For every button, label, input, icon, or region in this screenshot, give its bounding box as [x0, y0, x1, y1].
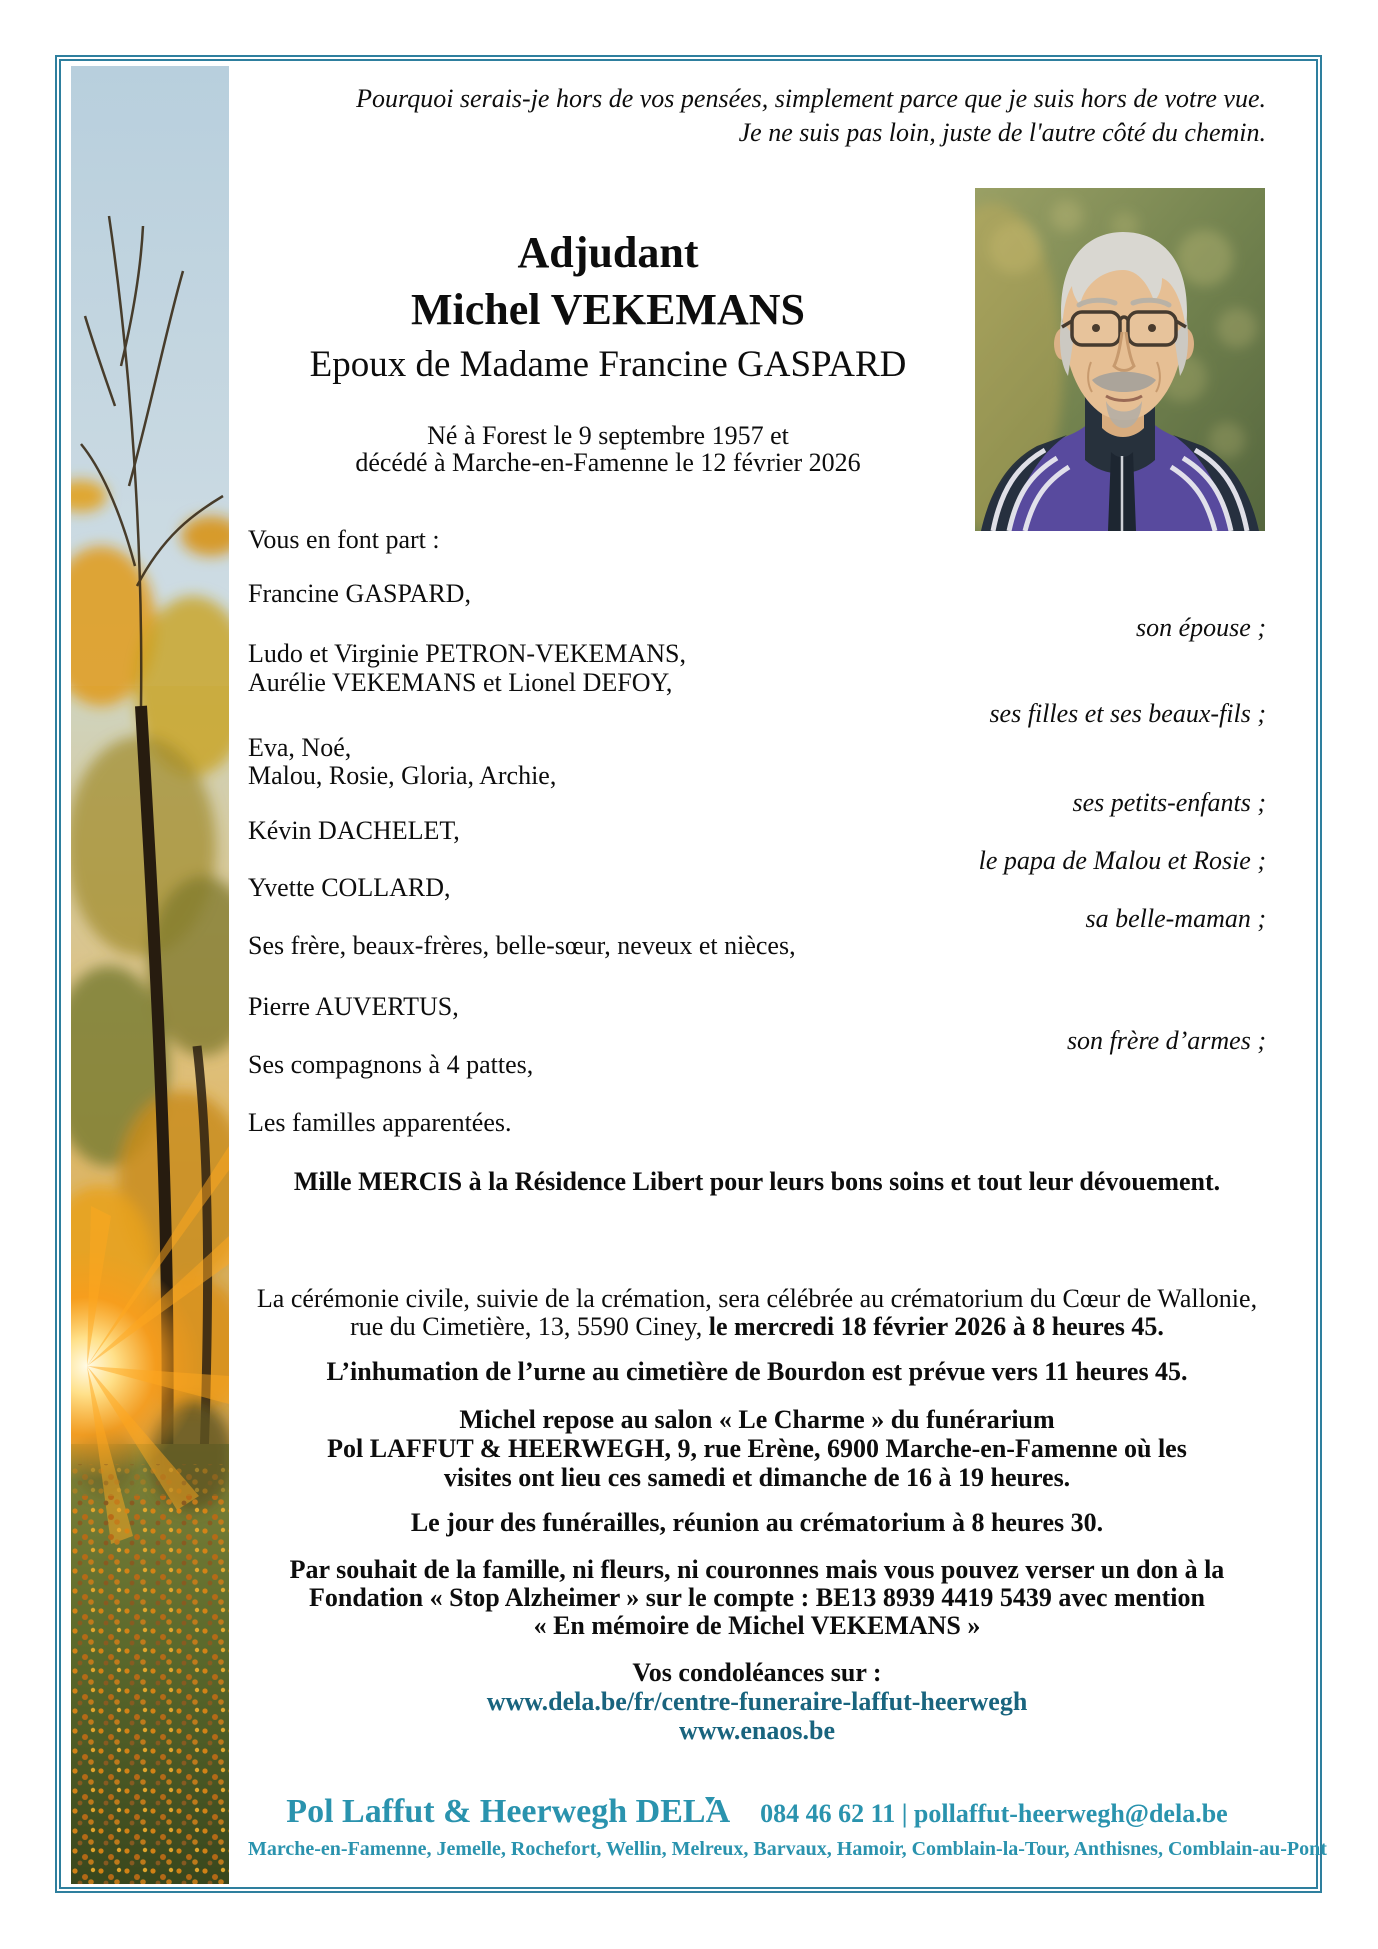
- family-role: ses petits-enfants ;: [1072, 788, 1266, 817]
- family-role: son épouse ;: [1136, 613, 1266, 642]
- footer-phone-email[interactable]: 084 46 62 11 | pollaffut-heerwegh@dela.be: [760, 1799, 1228, 1828]
- family-member-name: Pierre AUVERTUS,: [248, 992, 459, 1021]
- spouse-line: Epoux de Madame Francine GASPARD: [309, 344, 907, 385]
- family-role: son frère d’armes ;: [1066, 1026, 1266, 1055]
- birth-line: Né à Forest le 9 septembre 1957 et: [427, 421, 789, 450]
- repose-block: [248, 1405, 1266, 1492]
- footer-brand: [286, 1793, 730, 1831]
- footer-cities: Marche-en-Famenne, Jemelle, Rochefort, Wellin, Melreux, Barvaux, Hamoir, Comblain-la-Tour, Anthisnes, Comblain-au-Pont: [248, 1838, 1327, 1860]
- family-member-name: Kévin DACHELET,: [248, 816, 460, 845]
- donation-line-2: Fondation « Stop Alzheimer » sur le compte : BE13 8939 4419 5439 avec mention: [308, 1583, 1205, 1612]
- family-member-name: Malou, Rosie, Gloria, Archie,: [248, 761, 557, 790]
- inhumation-line: L’inhumation de l’urne au cimetière de Bourdon est prévue vers 11 heures 45.: [326, 1357, 1188, 1386]
- donation-block: [248, 1556, 1266, 1640]
- family-member-name: Ses frère, beaux-frères, belle-sœur, neveux et nièces,: [248, 931, 796, 960]
- family-member-name: Ludo et Virginie PETRON-VEKEMANS,: [248, 639, 687, 668]
- footer-brand-a: A: [705, 1793, 731, 1830]
- family-role: ses filles et ses beaux-fils ;: [989, 699, 1266, 728]
- ceremony-block: [248, 1285, 1266, 1341]
- dela-condolences-link[interactable]: www.dela.be/fr/centre-funeraire-laffut-heerwegh: [486, 1687, 1028, 1716]
- condolences-label: Vos condoléances sur :: [632, 1658, 882, 1687]
- quote-line-2: Je ne suis pas loin, juste de l'autre côté du chemin.: [738, 118, 1266, 147]
- family-member-name: Francine GASPARD,: [248, 579, 471, 608]
- condolence-links: [248, 1687, 1266, 1745]
- repose-line-2: Pol LAFFUT & HEERWEGH, 9, rue Erène, 6900 Marche-en-Famenne où les: [327, 1434, 1187, 1463]
- death-line: décédé à Marche-en-Famenne le 12 février 2026: [355, 448, 861, 477]
- enaos-link[interactable]: www.enaos.be: [678, 1716, 835, 1745]
- rank-title: Adjudant: [517, 228, 699, 277]
- ceremony-datetime: le mercredi 18 février 2026 à 8 heures 45.: [708, 1312, 1164, 1341]
- family-role: sa belle-maman ;: [1085, 904, 1266, 933]
- reunion-line: Le jour des funérailles, réunion au crématorium à 8 heures 30.: [410, 1508, 1104, 1537]
- family-member-name: Yvette COLLARD,: [248, 873, 451, 902]
- dela-triangle-logo-mark: [705, 1797, 715, 1805]
- ceremony-line-1: La cérémonie civile, suivie de la crémation, sera célébrée au crématorium du Cœur de Wallonie,: [256, 1284, 1258, 1313]
- deceased-name: Michel VEKEMANS: [411, 285, 805, 334]
- donation-line-1: Par souhait de la famille, ni fleurs, ni couronnes mais vous pouvez verser un don à la: [289, 1555, 1225, 1584]
- family-member-name: Aurélie VEKEMANS et Lionel DEFOY,: [248, 668, 673, 697]
- announcement-content: [248, 0, 1327, 1949]
- quote-line-1: Pourquoi serais-je hors de vos pensées, simplement parce que je suis hors de votre vue.: [356, 84, 1266, 113]
- family-member-name: Eva, Noé,: [248, 733, 352, 762]
- family-member-name: Ses compagnons à 4 pattes,: [248, 1050, 534, 1079]
- thanks-line: Mille MERCIS à la Résidence Libert pour leurs bons soins et tout leur dévouement.: [293, 1167, 1221, 1196]
- repose-line-1: Michel repose au salon « Le Charme » du funérarium: [459, 1405, 1055, 1434]
- footer-brand-text: Pol Laffut & Heerwegh DEL: [286, 1793, 706, 1830]
- announcement-label: Vous en font part :: [248, 525, 440, 554]
- title-block: [248, 224, 968, 392]
- autumn-scene-image: [71, 66, 229, 1884]
- family-member-name: Les familles apparentées.: [248, 1108, 512, 1137]
- donation-line-3: « En mémoire de Michel VEKEMANS »: [533, 1611, 981, 1640]
- footer-brand-row: [248, 1793, 1266, 1831]
- autumn-photo-strip: [71, 66, 229, 1884]
- opening-quote: [248, 82, 1266, 150]
- ceremony-address: rue du Cimetière, 13, 5590 Ciney,: [350, 1312, 709, 1341]
- vitals-block: [248, 422, 968, 476]
- family-role: le papa de Malou et Rosie ;: [978, 846, 1266, 875]
- repose-line-3: visites ont lieu ces samedi et dimanche de 16 à 19 heures.: [443, 1463, 1071, 1492]
- ceremony-line-2: [248, 1313, 1266, 1341]
